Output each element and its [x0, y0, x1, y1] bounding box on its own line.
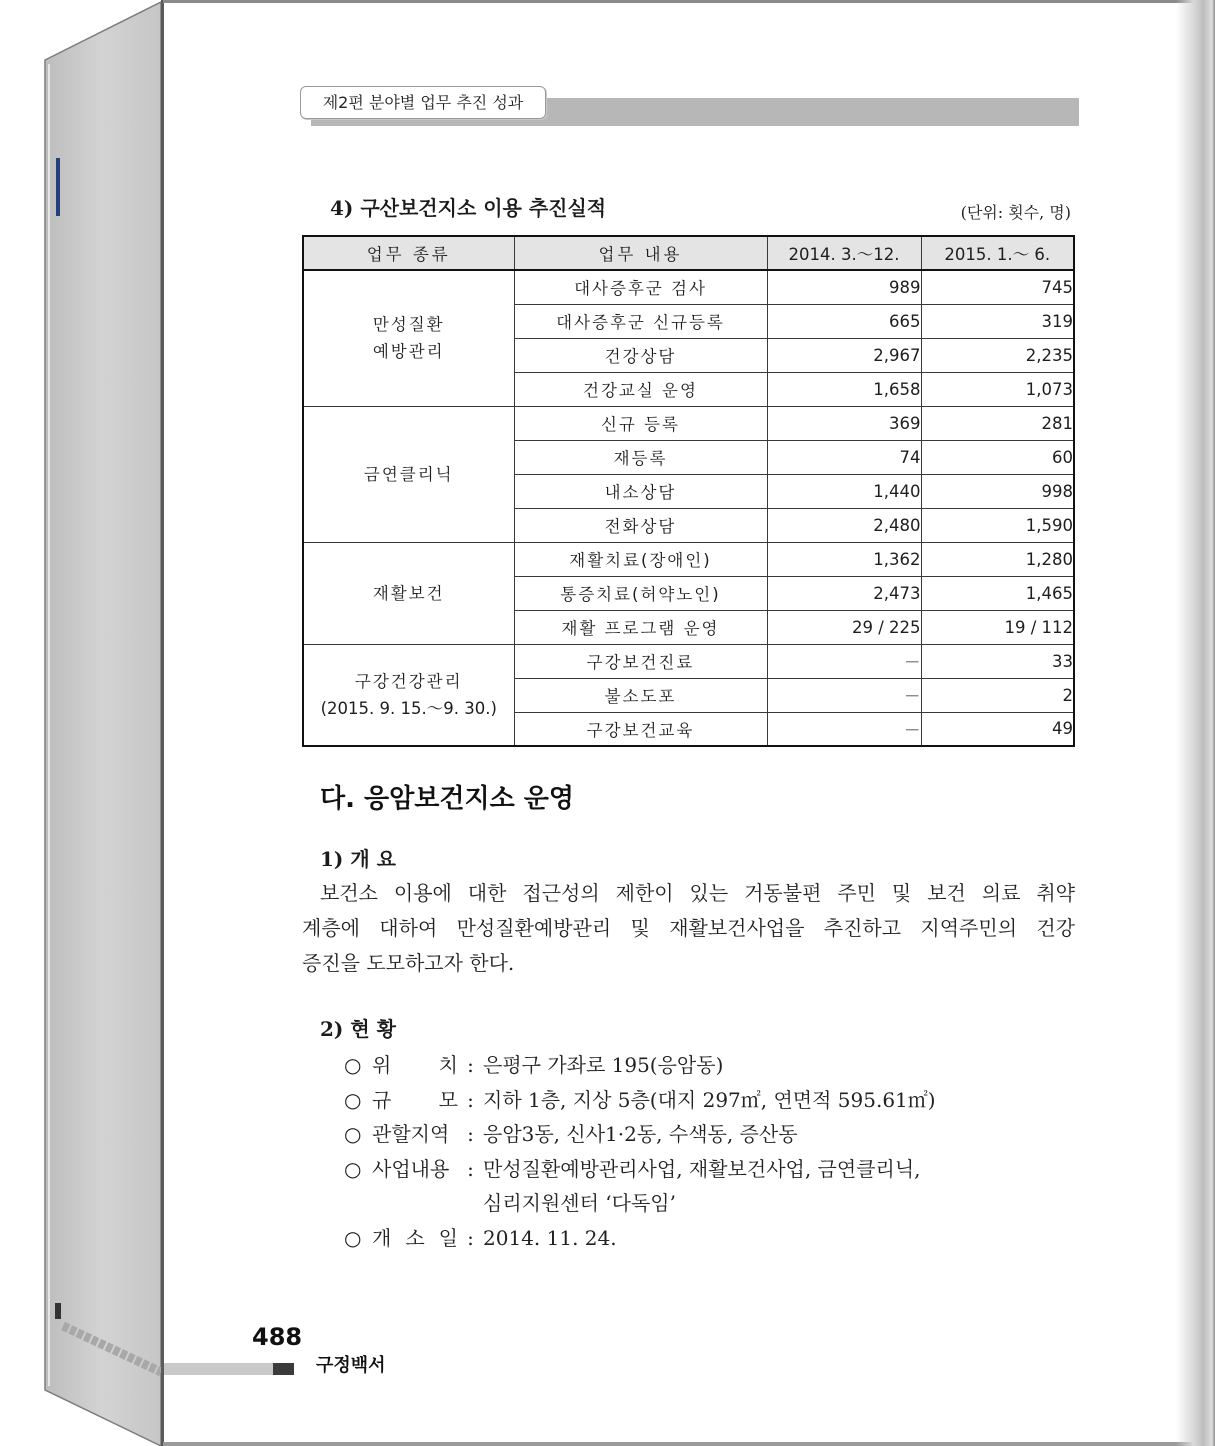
status-label: 사업내용: [372, 1157, 450, 1181]
status-separator: :: [467, 1226, 474, 1250]
bullet-icon: ○: [344, 1157, 362, 1181]
table-row: [303, 270, 1074, 304]
item-cell: 재활치료(장애인): [514, 542, 767, 576]
status-label: 규 모: [372, 1088, 458, 1112]
value-2014-cell: 989: [767, 270, 921, 304]
value-2015-cell: 281: [921, 406, 1074, 440]
page-left-edge: [161, 0, 164, 1446]
overview-paragraph-line: 증진을 도모하고자 한다.: [302, 951, 515, 975]
status-item-scale: [344, 1085, 936, 1115]
overview-paragraph-line: 계층에 대하여 만성질환예방관리 및 재활보건사업을 추진하고 지역주민의 건강: [302, 916, 1075, 940]
column-header-2015: 2015. 1.～ 6.: [921, 236, 1074, 270]
value-2014-cell: 2,473: [767, 576, 921, 610]
value-2014-cell: 1,362: [767, 542, 921, 576]
value-2015-cell: 2: [921, 678, 1074, 712]
item-cell: 내소상담: [514, 474, 767, 508]
page-bottom-edge: [163, 1442, 1215, 1446]
value-2015-cell: 1,073: [921, 372, 1074, 406]
spine-face: [45, 2, 161, 1446]
stats-table: [302, 235, 1075, 747]
value-2014-cell: －: [767, 644, 921, 678]
item-cell: 구강보건교육: [514, 712, 767, 746]
item-cell: 건강상담: [514, 338, 767, 372]
value-2015-cell: 1,465: [921, 576, 1074, 610]
overview-paragraph-line: 보건소 이용에 대한 접근성의 제한이 있는 거동불편 주민 및 보건 의료 취약: [320, 881, 1075, 905]
value-2015-cell: 319: [921, 304, 1074, 338]
bullet-icon: ○: [344, 1122, 362, 1146]
status-item-opening-date: [344, 1223, 617, 1253]
section-heading: 다. 응암보건지소 운영: [320, 784, 575, 814]
table-row: [303, 644, 1074, 678]
status-heading: 2) 현 황: [320, 1017, 396, 1041]
value-2015-cell: 1,590: [921, 508, 1074, 542]
status-label: 관할지역: [372, 1122, 450, 1146]
table-row: [303, 406, 1074, 440]
table-header-row: [303, 236, 1074, 270]
item-cell: 불소도포: [514, 678, 767, 712]
overview-heading: 1) 개 요: [320, 847, 396, 871]
category-cell: [303, 270, 514, 406]
status-item-programs: [344, 1154, 921, 1184]
value-2014-cell: －: [767, 678, 921, 712]
value-2015-cell: 998: [921, 474, 1074, 508]
value-2015-cell: 1,280: [921, 542, 1074, 576]
category-line: 구강건강관리: [354, 671, 463, 691]
category-period: (2015. 9. 15.～9. 30.): [320, 698, 497, 718]
status-item-location: [344, 1050, 723, 1080]
item-cell: 전화상담: [514, 508, 767, 542]
item-cell: 구강보건진료: [514, 644, 767, 678]
value-2015-cell: 49: [921, 712, 1074, 746]
value-2015-cell: 2,235: [921, 338, 1074, 372]
status-label: 위 치: [372, 1053, 458, 1077]
value-2014-cell: 1,440: [767, 474, 921, 508]
page-right-shadow: [1176, 0, 1215, 1446]
page-top-edge: [163, 0, 1215, 3]
value-2014-cell: 2,480: [767, 508, 921, 542]
spine-mark: [56, 158, 60, 216]
item-cell: 재등록: [514, 440, 767, 474]
value-2014-cell: 369: [767, 406, 921, 440]
spine-footer-mark: [55, 1303, 61, 1319]
column-header-category: 업무 종류: [303, 236, 514, 270]
header-section-tab: 제2편 분야별 업무 추진 성과: [300, 86, 546, 119]
item-cell: 대사증후군 검사: [514, 270, 767, 304]
value-2015-cell: 19 / 112: [921, 610, 1074, 644]
status-value: 만성질환예방관리사업, 재활보건사업, 금연클리닉,: [483, 1157, 921, 1181]
category-line: 예방관리: [372, 342, 445, 362]
table-title: 4) 구산보건지소 이용 추진실적: [330, 196, 607, 220]
value-2014-cell: 2,967: [767, 338, 921, 372]
status-label: 개 소 일: [372, 1226, 458, 1250]
status-separator: :: [467, 1053, 474, 1077]
item-cell: 건강교실 운영: [514, 372, 767, 406]
category-line: 만성질환: [372, 315, 445, 335]
value-2014-cell: 29 / 225: [767, 610, 921, 644]
item-cell: 대사증후군 신규등록: [514, 304, 767, 338]
status-value-continuation: 심리지원센터 ‘다독임’: [483, 1191, 676, 1215]
bullet-icon: ○: [344, 1226, 362, 1250]
unit-label: (단위: 횟수, 명): [960, 203, 1071, 222]
item-cell: 신규 등록: [514, 406, 767, 440]
status-value: 2014. 11. 24.: [483, 1226, 617, 1250]
value-2015-cell: 60: [921, 440, 1074, 474]
category-cell: [303, 406, 514, 542]
column-header-item: 업무 내용: [514, 236, 767, 270]
category-cell: [303, 644, 514, 746]
value-2015-cell: 745: [921, 270, 1074, 304]
item-cell: 재활 프로그램 운영: [514, 610, 767, 644]
value-2015-cell: 33: [921, 644, 1074, 678]
bullet-icon: ○: [344, 1088, 362, 1112]
column-header-2014: 2014. 3.～12.: [767, 236, 921, 270]
value-2014-cell: －: [767, 712, 921, 746]
footer-book-title: 구정백서: [316, 1355, 386, 1376]
category-cell: [303, 542, 514, 644]
category-line: 금연클리닉: [363, 464, 454, 484]
category-line: 재활보건: [372, 583, 445, 603]
status-item-jurisdiction: [344, 1119, 798, 1149]
footer-block: [273, 1363, 294, 1375]
value-2014-cell: 1,658: [767, 372, 921, 406]
item-cell: 통증치료(허약노인): [514, 576, 767, 610]
footer-bar: [164, 1363, 273, 1375]
bullet-icon: ○: [344, 1053, 362, 1077]
book-spine: [0, 0, 170, 1446]
table-row: [303, 542, 1074, 576]
page-number: 488: [252, 1323, 303, 1351]
value-2014-cell: 74: [767, 440, 921, 474]
status-separator: :: [467, 1088, 474, 1112]
status-separator: :: [467, 1122, 474, 1146]
status-value: 지하 1층, 지상 5층(대지 297㎡, 연면적 595.61㎡): [483, 1088, 936, 1112]
value-2014-cell: 665: [767, 304, 921, 338]
status-value: 응암3동, 신사1·2동, 수색동, 증산동: [483, 1122, 798, 1146]
status-value: 은평구 가좌로 195(응암동): [483, 1053, 724, 1077]
status-separator: :: [467, 1157, 474, 1181]
